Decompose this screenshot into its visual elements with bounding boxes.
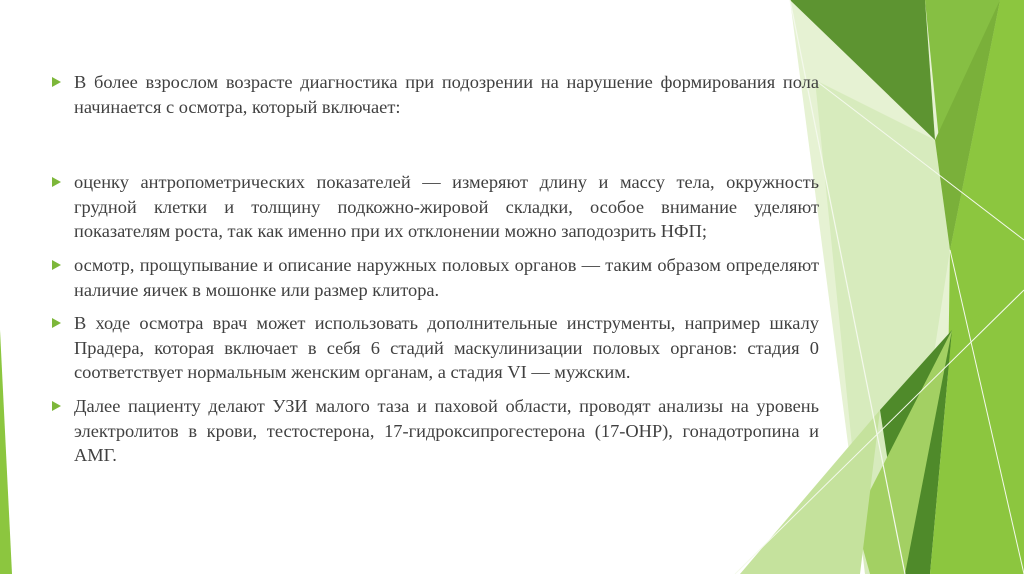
bullet-item-1 bbox=[52, 70, 819, 119]
triangle-bullet-icon bbox=[52, 77, 61, 87]
left-green-stripe bbox=[0, 330, 12, 574]
bullet-text-4: В ходе осмотра врач может использовать дополнительные инструменты, например шкалу Прадера, которая включает в себя 6 стадий маскулинизации половых органов: стадия 0 соответствует нормальным женским органам, а стадия VI — мужским. bbox=[74, 313, 819, 383]
bullet-text-1: В более взрослом возрасте диагностика при подозрении на нарушение формирования пола начинается с осмотра, который включает: bbox=[74, 72, 819, 117]
bullet-item-5 bbox=[52, 394, 819, 468]
bullet-text-3: осмотр, прощупывание и описание наружных половых органов — таким образом определяют наличие яичек в мошонке или размер клитора. bbox=[74, 254, 819, 300]
bullet-text-2: оценку антропометрических показателей — измеряют длину и массу тела, окружность грудной клетки и толщину подкожно-жировой складки, особое внимание уделяют показателям роста, так как именно при их отклонении можно заподозрить НФП; bbox=[74, 172, 819, 242]
bullet-item-2 bbox=[52, 170, 819, 244]
triangle-bullet-icon bbox=[52, 260, 61, 270]
triangle-bullet-icon bbox=[52, 318, 61, 328]
bullet-item-3 bbox=[52, 253, 819, 302]
bullet-text-5: Далее пациенту делают УЗИ малого таза и паховой области, проводят анализы на уровень электролитов в крови, тестостерона, 17-гидроксипрогестерона (17-OHP), гонадотропина и АМГ. bbox=[74, 395, 819, 466]
triangle-bullet-icon bbox=[52, 401, 61, 411]
bullet-item-4 bbox=[52, 311, 819, 385]
triangle-bullet-icon bbox=[52, 177, 61, 187]
bullet-list bbox=[52, 70, 819, 468]
